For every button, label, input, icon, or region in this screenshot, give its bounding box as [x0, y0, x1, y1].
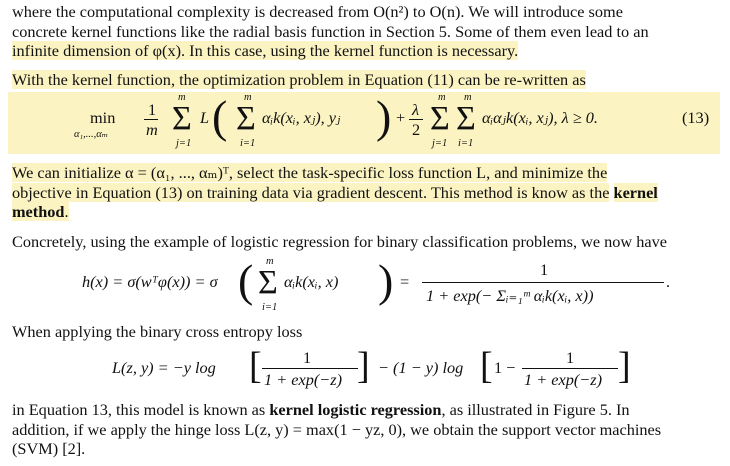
bce-denominator: 1 + exp(−z) — [264, 370, 343, 389]
h-numerator: 1 — [540, 260, 549, 279]
text-line: addition, if we apply the hinge loss L(z, y) = max(1 − yz, 0), we obtain the support vector machines — [12, 419, 662, 439]
equals-sign: = — [400, 272, 410, 291]
period: . — [64, 202, 69, 222]
fraction-denominator: m — [146, 120, 158, 139]
right-bracket: ] — [618, 345, 631, 387]
inner-sum-upper: m — [244, 92, 252, 103]
right-bracket: ] — [357, 345, 370, 387]
paragraph-complexity — [12, 2, 718, 61]
h-term: αᵢk(xᵢ, x) — [284, 272, 339, 291]
sum-i-sign: Σ — [456, 100, 476, 137]
one-minus: 1 − — [494, 358, 516, 377]
paragraph-kernel-method — [12, 163, 718, 222]
right-paren: ) — [378, 255, 394, 306]
left-bracket: [ — [480, 345, 493, 387]
paragraph-klr-svm — [12, 400, 718, 459]
inner-sum-sign: Σ — [236, 100, 256, 137]
equation-h — [12, 255, 718, 316]
fraction-bar — [422, 282, 664, 283]
sum-i-upper: m — [464, 92, 472, 103]
bce-lhs: L(z, y) = −y log — [112, 358, 216, 377]
sum-lower: j=1 — [176, 138, 192, 149]
text-line: concrete kernel functions like the radial basis function in Section 5. Some of them even lead to an — [12, 21, 649, 41]
text-line: (SVM) [2]. — [12, 439, 86, 459]
inner-term: αᵢk(xᵢ, xⱼ), yⱼ — [262, 108, 341, 127]
loss-L: L — [200, 108, 210, 127]
sum-upper: m — [266, 256, 274, 267]
equation-bce-loss — [12, 346, 718, 394]
h-denominator: 1 + exp(− Σᵢ₌₁ᵐ αᵢk(xᵢ, x)) — [426, 286, 594, 305]
text-line: in Equation 13, this model is known as — [12, 400, 266, 419]
sum-j-sign: Σ — [430, 100, 450, 137]
text-line: When applying the binary cross entropy loss — [12, 322, 303, 341]
bold-term-klr: kernel logistic regression — [269, 400, 442, 419]
sum-upper: m — [178, 92, 186, 103]
fraction-numerator: 1 — [148, 100, 157, 119]
left-bracket: [ — [249, 345, 262, 387]
bce-denominator: 1 + exp(−z) — [524, 370, 603, 389]
fraction-bar — [262, 368, 358, 369]
sum-sign: Σ — [258, 264, 278, 301]
left-paren: ( — [238, 255, 254, 306]
highlighted-text-line: infinite dimension of φ(x). In this case, using the kernel function is necessary. — [12, 41, 519, 61]
highlighted-text-line: We can initialize α = (α₁, ..., αₘ)ᵀ, select the task-specific loss function L, and minimize the — [12, 163, 608, 182]
paragraph-logistic — [12, 232, 718, 252]
paragraph-kernel-rewrite — [12, 70, 718, 90]
sum-i-lower: i=1 — [458, 138, 474, 149]
highlighted-text-line: With the kernel function, the optimization problem in Equation (11) can be re-written as — [12, 70, 586, 89]
paragraph-bce — [12, 322, 718, 342]
two: 2 — [412, 120, 421, 139]
equation-number: (13) — [682, 108, 710, 127]
period: . — [666, 272, 671, 291]
text-line: where the computational complexity is decreased from O(n²) to O(n). We will introduce some — [12, 2, 623, 21]
min-subscript: α₁,...,αₘ — [74, 129, 109, 140]
reg-term: αᵢαⱼk(xᵢ, xⱼ), λ ≥ 0. — [482, 108, 598, 127]
left-paren: ( — [212, 91, 228, 142]
sum-j-lower: j=1 — [432, 138, 448, 149]
bce-mid: − (1 − y) log — [378, 358, 464, 377]
highlighted-text-line: objective in Equation (13) on training data via gradient descent. This method is know as the — [12, 182, 610, 202]
right-paren: ) — [376, 91, 392, 142]
bold-term-kernel: kernel — [613, 182, 658, 202]
inner-sum-lower: i=1 — [240, 138, 256, 149]
min-operator: min — [90, 108, 116, 127]
bce-numerator: 1 — [566, 348, 575, 367]
h-lhs: h(x) = σ(wᵀφ(x)) = σ — [82, 272, 218, 291]
lambda: λ — [412, 100, 420, 119]
equation-13 — [12, 91, 718, 154]
sum-sign: Σ — [172, 100, 192, 137]
fraction-bar — [522, 368, 618, 369]
sum-j-upper: m — [438, 92, 446, 103]
bce-numerator: 1 — [303, 348, 312, 367]
text-line: Concretely, using the example of logistic regression for binary classification problems, we now have — [12, 232, 667, 251]
plus-sign: + — [396, 108, 406, 127]
sum-lower: i=1 — [262, 302, 278, 313]
bold-term-method: method — [12, 202, 65, 222]
text-line: , as illustrated in Figure 5. In — [441, 400, 630, 419]
